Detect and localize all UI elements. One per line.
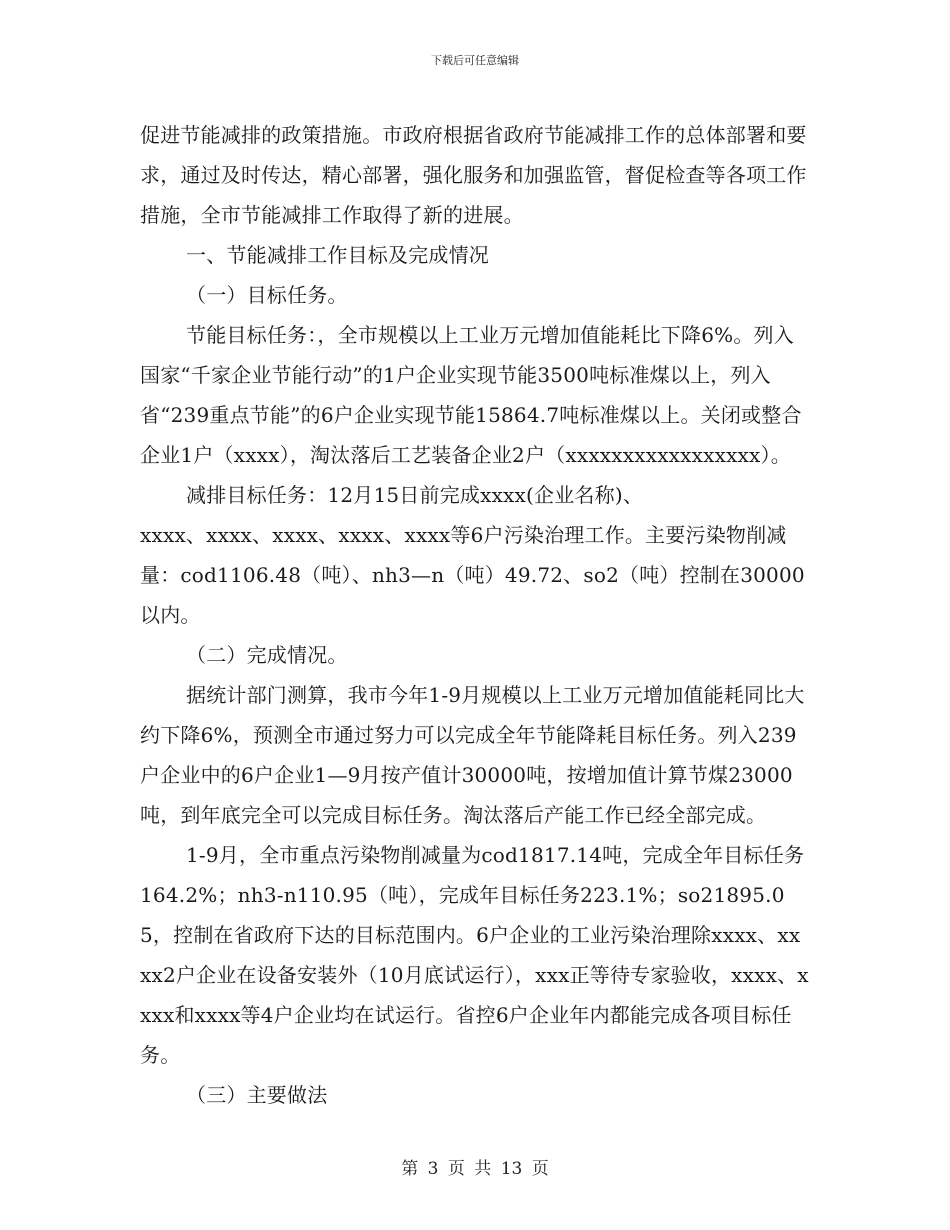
subsection-heading-targets: （一）目标任务。 xyxy=(186,283,348,307)
paragraph-completion-emission: 1-9月，全市重点污染物削减量为cod1817.14吨，完成全年目标任务164.2%；nh3-n110.95（吨），完成年目标任务223.1%；so21895.05，控制在省政府下达的目标范围内。6户企业的工业污染治理除xxxx、xxxx2户企业在设备安装外（10月底试运行），xxx正等待专家验收，xxxx、xxxx和xxxx等4户企业均在试运行。省控6户企业年内都能完成各项目标任务。 xyxy=(140,843,809,1067)
document-body xyxy=(140,115,810,1115)
subsection-heading-methods: （三）主要做法 xyxy=(186,1083,328,1107)
subsection-heading-completion: （二）完成情况。 xyxy=(186,643,348,667)
page-header: 下载后可任意编辑 xyxy=(431,54,519,67)
paragraph-emission-targets-cont: xxxx、xxxx、xxxx、xxxx、xxxx等6户污染治理工作。主要污染物削减量：cod1106.48（吨）、nh3—n（吨）49.72、so2（吨）控制在30000以内。 xyxy=(140,523,805,627)
section-heading-1: 一、节能减排工作目标及完成情况 xyxy=(186,243,489,267)
paragraph-completion-energy: 据统计部门测算，我市今年1-9月规模以上工业万元增加值能耗同比大约下降6%，预测全市通过努力可以完成全年节能降耗目标任务。列入239户企业中的6户企业1—9月按产值计30000吨，按增加值计算节煤23000吨，到年底完全可以完成目标任务。淘汰落后产能工作已经全部完成。 xyxy=(140,683,805,827)
page-footer: 第 3 页 共 13 页 xyxy=(401,1159,549,1179)
paragraph-emission-targets: 减排目标任务：12月15日前完成xxxx(企业名称)、 xyxy=(186,483,644,507)
paragraph-intro: 促进节能减排的政策措施。市政府根据省政府节能减排工作的总体部署和要求，通过及时传达，精心部署，强化服务和加强监管，督促检查等各项工作措施，全市节能减排工作取得了新的进展。 xyxy=(140,123,807,227)
paragraph-energy-targets: 节能目标任务：，全市规模以上工业万元增加值能耗比下降6%。列入国家“千家企业节能行动”的1户企业实现节能3500吨标准煤以上，列入省“239重点节能”的6户企业实现节能15864.7吨标准煤以上。关闭或整合企业1户（xxxx），淘汰落后工艺装备企业2户（xxxxxxxxxxxxxxxxx）。 xyxy=(140,323,802,467)
